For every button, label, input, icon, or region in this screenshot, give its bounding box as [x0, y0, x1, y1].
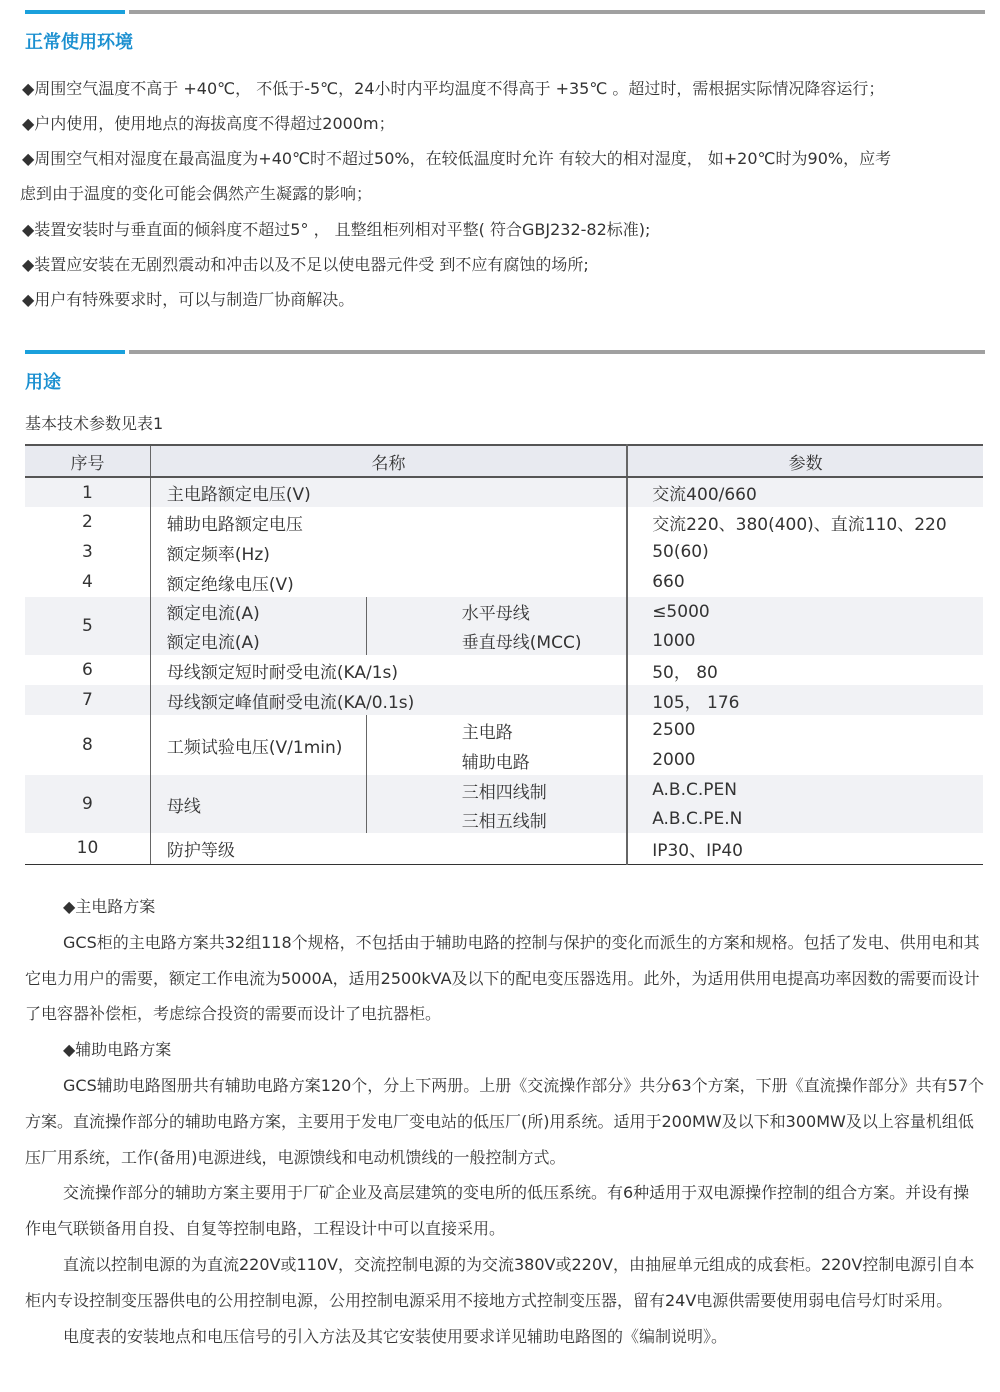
cell-no: 5 [25, 597, 150, 655]
cell-no: 9 [25, 775, 150, 833]
cell-value: 660 [652, 572, 685, 592]
bullet-inclination: ◆装置安装时与垂直面的倾斜度不超过5° ， 且整组柜列相对平整( 符合GBJ232-82标准); [22, 220, 651, 239]
cell-no: 8 [25, 715, 150, 775]
table-row [25, 537, 983, 567]
divider-accent [25, 350, 125, 354]
cell-no: 7 [25, 685, 150, 715]
table-row [25, 626, 983, 655]
bullet-humidity: ◆周围空气相对湿度在最高温度为+40℃时不超过50%，在较低温度时允许 有较大的相对湿度， 如+20℃时为90%，应考 [22, 149, 892, 168]
cell-value: 交流220、380(400)、直流110、220 [652, 514, 947, 535]
section-divider [25, 350, 985, 354]
table-row [25, 775, 983, 805]
cell-value: 2000 [652, 750, 696, 770]
header-no: 序号 [25, 445, 150, 477]
cell-name: 防护等级 [150, 833, 627, 864]
parameter-table [25, 444, 983, 865]
cell-sub: 辅助电路 [366, 745, 627, 775]
cell-no: 6 [25, 655, 150, 685]
table-row [25, 715, 983, 745]
aux-circuit-paragraph-3: 直流以控制电源的为直流220V或110V，交流控制电源的为交流380V或220V，由抽屉单元组成的成套柜。220V控制电源引自本柜内专设控制变压器供电的公用控制电源，公用控制电源采用不接地方式控制变压器，留有24V电源供需要使用弱电信号灯时采用。 [25, 1254, 975, 1310]
cell-name: 额定绝缘电压(V) [150, 567, 627, 597]
cell-value: IP30、IP40 [627, 833, 983, 864]
cell-name: 母线额定峰值耐受电流(KA/0.1s) [150, 685, 627, 715]
divider-line [129, 350, 985, 354]
cell-value: 交流400/660 [627, 477, 983, 507]
table-row [25, 507, 983, 537]
table-row [25, 567, 983, 597]
bullet-vibration: ◆装置应安装在无剧烈震动和冲击以及不足以使电器元件受 到不应有腐蚀的场所; [22, 255, 589, 274]
divider-accent [25, 10, 125, 14]
cell-no: 4 [25, 567, 150, 597]
section-title-usage: 用途 [25, 372, 61, 393]
main-circuit-heading: ◆主电路方案 [63, 897, 156, 916]
cell-name: 母线额定短时耐受电流(KA/1s) [150, 655, 627, 685]
cell-value: 1000 [627, 626, 983, 655]
table-header-row [25, 445, 983, 477]
section-title-environment: 正常使用环境 [25, 32, 133, 53]
cell-no: 10 [25, 833, 150, 864]
aux-circuit-paragraph-4: 电度表的安装地点和电压信号的引入方法及其它安装使用要求详见辅助电路图的《编制说明》。 [63, 1326, 728, 1346]
cell-no: 1 [25, 477, 150, 507]
table-row [25, 833, 983, 864]
cell-name: 主电路额定电压(V) [150, 477, 627, 507]
cell-no: 2 [25, 507, 150, 537]
table-row [25, 685, 983, 715]
aux-circuit-paragraph-2: 交流操作部分的辅助方案主要用于厂矿企业及高层建筑的变电所的低压系统。有6种适用于双电源操作控制的组合方案。并设有操作电气联锁备用自投、自复等控制电路，工程设计中可以直接采用。 [25, 1183, 970, 1239]
cell-name: 辅助电路额定电压 [150, 507, 627, 537]
cell-sub: 垂直母线(MCC) [366, 626, 627, 655]
section-divider [25, 10, 985, 14]
cell-sub: 三相四线制 [366, 775, 627, 805]
cell-name: 母线 [150, 775, 366, 833]
cell-value: ≤5000 [627, 597, 983, 626]
cell-value: 2500 [652, 720, 696, 740]
body-text [25, 889, 985, 1354]
cell-value: A.B.C.PE.N [627, 805, 983, 833]
cell-sub: 三相五线制 [366, 805, 627, 833]
table-row [25, 655, 983, 685]
cell-name: 额定频率(Hz) [150, 537, 627, 567]
divider-line [129, 10, 985, 14]
cell-value: 50(60) [652, 542, 709, 562]
aux-circuit-paragraph-1: GCS辅助电路图册共有辅助电路方案120个，分上下两册。上册《交流操作部分》共分63个方案，下册《直流操作部分》共有57个方案。直流操作部分的辅助电路方案，主要用于发电厂变电站的低压厂(所)用系统。适用于200MW及以下和300MW及以上容量机组低压厂用系统，工作(备用)电源进线，电源馈线和电动机馈线的一般控制方式。 [25, 1075, 984, 1167]
bullet-humidity-cont: 虑到由于温度的变化可能会偶然产生凝露的影响； [20, 184, 373, 203]
cell-name: 工频试验电压(V/1min) [150, 715, 366, 775]
cell-value: 50， 80 [652, 662, 718, 683]
bullet-special: ◆用户有特殊要求时，可以与制造厂协商解决。 [22, 290, 355, 309]
table-note: 基本技术参数见表1 [25, 414, 164, 433]
table-row [25, 597, 983, 626]
cell-value: 105， 176 [627, 685, 983, 715]
cell-name: 额定电流(A) [150, 626, 366, 655]
cell-sub: 主电路 [366, 715, 627, 745]
cell-value: A.B.C.PEN [627, 775, 983, 805]
aux-circuit-heading: ◆辅助电路方案 [63, 1040, 172, 1060]
header-name: 名称 [150, 445, 627, 477]
cell-no: 3 [25, 537, 150, 567]
main-circuit-paragraph: GCS柜的主电路方案共32组118个规格，不包括由于辅助电路的控制与保护的变化而派生的方案和规格。包括了发电、供用电和其它电力用户的需要，额定工作电流为5000A，适用2500kVA及以下的配电变压器选用。此外，为适用供用电提高功率因数的需要而设计了电容器补偿柜，考虑综合投资的需要而设计了电抗器柜。 [25, 932, 980, 1024]
table-row [25, 477, 983, 507]
cell-name: 额定电流(A) [150, 597, 366, 626]
header-value: 参数 [627, 445, 983, 477]
bullet-temperature: ◆周围空气温度不高于 +40℃， 不低于-5℃，24小时内平均温度不得高于 +35℃ 。超过时，需根据实际情况降容运行； [22, 79, 885, 98]
bullet-altitude: ◆户内使用，使用地点的海拔高度不得超过2000m； [22, 114, 395, 133]
cell-sub: 水平母线 [366, 597, 627, 626]
